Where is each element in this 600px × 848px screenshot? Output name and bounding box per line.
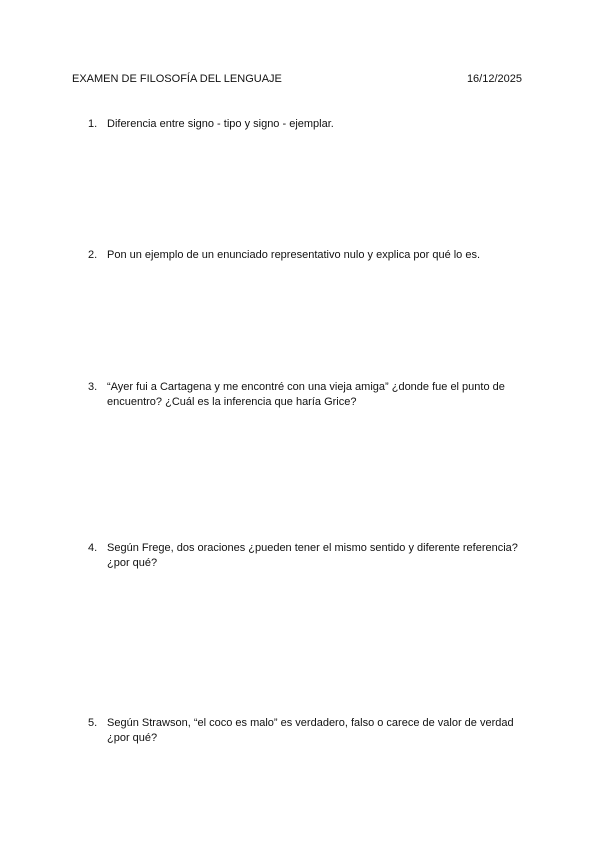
question-5 (88, 716, 528, 746)
question-text: Pon un ejemplo de un enunciado representativo nulo y explica por qué lo es. (107, 249, 481, 261)
question-text: Diferencia entre signo - tipo y signo - ejemplar. (107, 118, 334, 130)
question-4 (88, 541, 528, 571)
question-number: 5. (88, 717, 98, 729)
question-2 (88, 248, 528, 263)
question-text: Según Frege, dos oraciones ¿pueden tener el mismo sentido y diferente referencia? ¿por qué? (107, 542, 518, 569)
question-number: 2. (88, 249, 98, 261)
question-number: 4. (88, 542, 98, 554)
question-number: 3. (88, 381, 98, 393)
question-1 (88, 117, 528, 132)
exam-title: EXAMEN DE FILOSOFÍA DEL LENGUAJE (72, 73, 282, 85)
question-text: “Ayer fui a Cartagena y me encontré con una vieja amiga” ¿donde fue el punto de encuentro? ¿Cuál es la inferencia que haría Grice? (107, 381, 505, 408)
question-number: 1. (88, 118, 98, 130)
exam-date: 16/12/2025 (466, 73, 522, 85)
question-3 (88, 380, 528, 410)
exam-header (72, 72, 522, 88)
question-text: Según Strawson, “el coco es malo” es verdadero, falso o carece de valor de verdad ¿por qué? (107, 717, 514, 744)
